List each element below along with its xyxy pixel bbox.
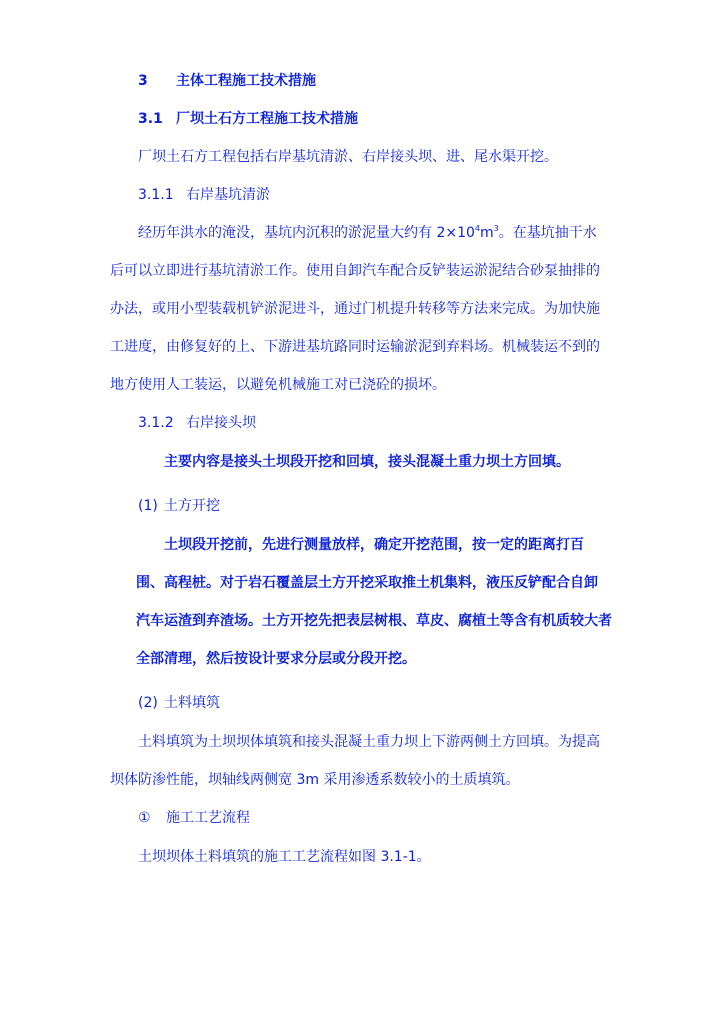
text-run: m	[480, 225, 494, 241]
chapter-number: 3	[138, 73, 148, 89]
excavation-line: 汽车运渣到弃渣场。土方开挖先把表层树根、草皮、腐植土等含有机质较大者	[136, 613, 612, 629]
chapter-title: 主体工程施工技术措施	[176, 73, 316, 89]
sub-item-title: 施工工艺流程	[166, 810, 250, 826]
section-heading-3-1	[138, 108, 358, 128]
subsection-title: 右岸基坑清淤	[186, 187, 270, 203]
item-label: (1)	[138, 498, 158, 514]
text-run: 经历年洪水的淹没，基坑内沉积的淤泥量大约有 2×10	[138, 225, 475, 241]
flow-reference: 土坝坝体土料填筑的施工工艺流程如图 3.1-1。	[138, 849, 431, 865]
item-heading-2	[138, 692, 220, 712]
sub-item-label: ①	[138, 810, 151, 826]
superscript: 3	[493, 224, 499, 233]
excavation-line: 围、高程桩。对于岩石覆盖层土方开挖采取推土机集料，液压反铲配合自卸	[136, 575, 598, 591]
subsection-title: 右岸接头坝	[186, 415, 256, 431]
item-heading-1	[138, 495, 220, 515]
paragraph-line: 办法，或用小型装载机铲淤泥进斗，通过门机提升转移等方法来完成。为加快施	[110, 301, 600, 317]
intro-paragraph: 厂坝土石方工程包括右岸基坑清淤、右岸接头坝、进、尾水渠开挖。	[138, 149, 558, 165]
excavation-line: 土坝段开挖前，先进行测量放样，确定开挖范围，按一定的距离打百	[164, 537, 584, 553]
text-run: 。在基坑抽干水	[498, 225, 597, 241]
filling-line: 坝体防渗性能，坝轴线两侧宽 3m 采用渗透系数较小的土质填筑。	[110, 772, 520, 788]
paragraph-line: 地方使用人工装运，以避免机械施工对已浇砼的损坏。	[110, 377, 446, 393]
item-title: 土方开挖	[164, 498, 220, 514]
filling-line: 土料填筑为土坝坝体填筑和接头混凝土重力坝上下游两侧土方回填。为提高	[138, 734, 600, 750]
main-content-statement: 主要内容是接头土坝段开挖和回填，接头混凝土重力坝土方回填。	[164, 454, 570, 470]
section-number: 3.1	[138, 111, 163, 127]
sub-item-heading	[138, 807, 250, 827]
item-title: 土料填筑	[164, 695, 220, 711]
chapter-heading	[138, 70, 316, 90]
section-title: 厂坝土石方工程施工技术措施	[176, 111, 358, 127]
paragraph-line	[138, 222, 597, 242]
subsection-heading-3-1-1	[138, 184, 270, 204]
item-label: (2)	[138, 695, 158, 711]
subsection-number: 3.1.1	[138, 187, 174, 203]
paragraph-line: 工进度，由修复好的上、下游进基坑路同时运输淤泥到弃料场。机械装运不到的	[110, 339, 600, 355]
paragraph-line: 后可以立即进行基坑清淤工作。使用自卸汽车配合反铲装运淤泥结合砂泵抽排的	[110, 263, 600, 279]
subsection-number: 3.1.2	[138, 415, 174, 431]
subsection-heading-3-1-2	[138, 412, 256, 432]
excavation-line: 全部清理，然后按设计要求分层或分段开挖。	[136, 651, 416, 667]
superscript: 4	[474, 224, 480, 233]
